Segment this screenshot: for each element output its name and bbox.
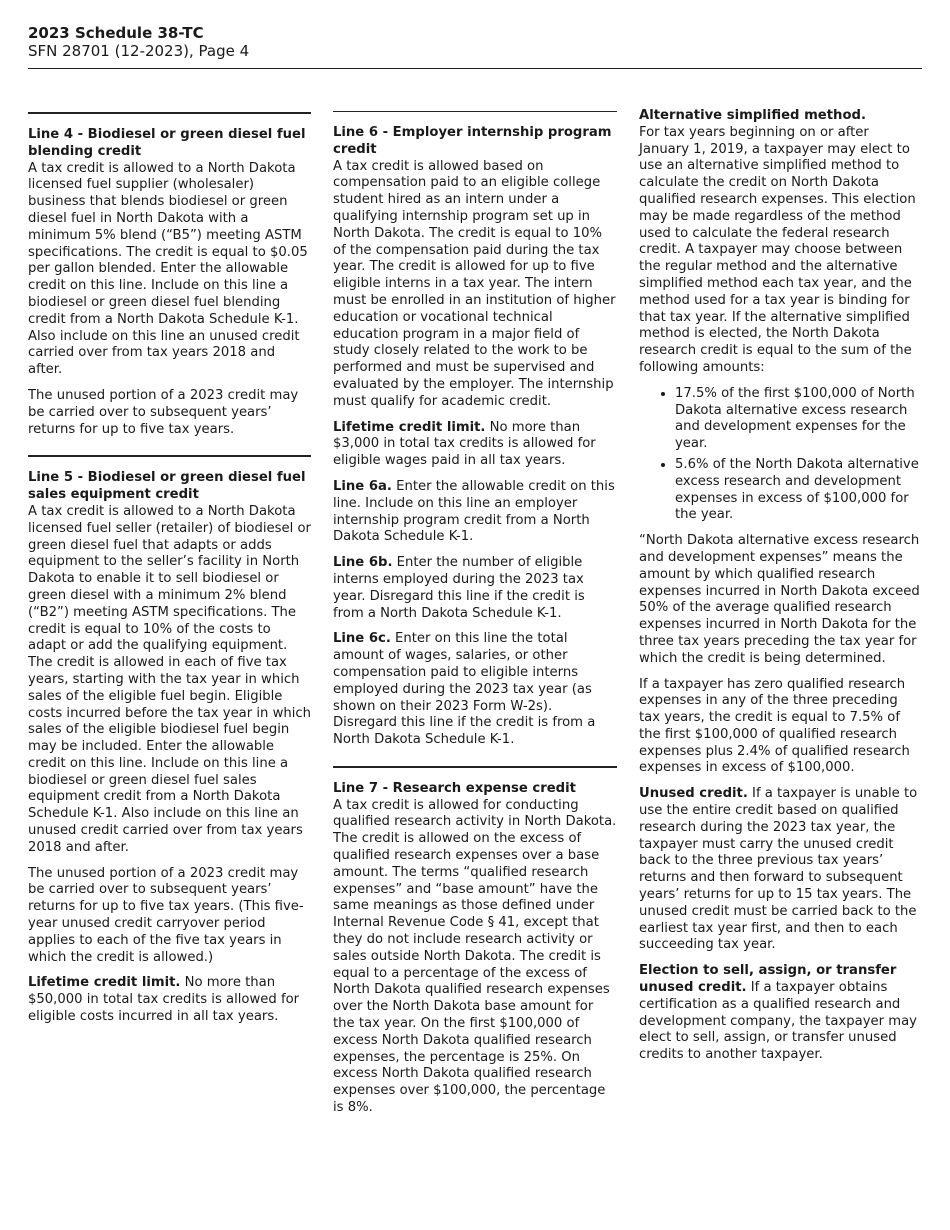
line6-section [333, 125, 617, 411]
section-divider [28, 112, 311, 114]
line4-section [28, 127, 311, 379]
lifetime-limit-label: Lifetime credit limit. [333, 419, 486, 435]
line4-heading: Line 4 - Biodiesel or green diesel fuel blending credit [28, 127, 306, 159]
line6c-desc: Enter on this line the total amount of wages, salaries, or other compensation paid to eligible interns employed during the 2023 tax year (as shown on their 2023 Form W-2s). Disregard this line if the credit is from a North Dakota Schedule K-1. [333, 631, 596, 748]
lifetime-limit-label: Lifetime credit limit. [28, 975, 181, 991]
line6b-desc: Enter the number of eligible interns employed during the 2023 tax year. Disregard this line if the credit is from a North Dakota Schedule K-1. [333, 555, 585, 621]
header-divider [28, 68, 922, 69]
line7-heading: Line 7 - Research expense credit [333, 780, 576, 796]
column-1 [28, 100, 311, 1035]
asm-bullet-list [639, 386, 923, 524]
section-divider [333, 111, 617, 112]
line6-heading: Line 6 - Employer internship program credit [333, 125, 612, 157]
line7-text: A tax credit is allowed for conducting qualified research activity in North Dakota. The credit is allowed on the excess of qualified research expenses over a base amount. The terms “qualified research expenses” and “base amount” have the same meanings as those defined under Internal Revenue Code § 41, except that they do not include research activity or sales outside North Dakota. The credit is equal to a percentage of the excess of North Dakota qualified research expenses over the North Dakota base amount for the tax year. On the first $100,000 of excess North Dakota qualified research expenses, the percentage is 25%. On excess North Dakota qualified research expenses over $100,000, the percentage is 8%. [333, 797, 617, 1116]
line6b-text [333, 555, 617, 622]
lifetime-limit-text: No more than $50,000 in total tax credits is allowed for eligible costs incurred in all tax years. [28, 975, 300, 1025]
zero-expenses-text: If a taxpayer has zero qualified research expenses in any of the three preceding tax years, the credit is equal to 7.5% of the first $100,000 of qualified research expenses plus 2.4% of qualified research expenses in excess of $100,000. [639, 676, 910, 776]
asm-text: For tax years beginning on or after January 1, 2019, a taxpayer may elect to use an alternative simplified method to calculate the credit on North Dakota qualified research expenses. This election may be made regardless of the method used to calculate the federal research credit. A taxpayer may choose between the regular method and the alternative simplified method each tax year, and the method used for a tax year is binding for that tax year. If the alternative simplified method is elected, the North Dakota research credit is equal to the sum of the following amounts: [639, 124, 916, 375]
form-title: 2023 Schedule 38-TC [28, 24, 204, 42]
list-item: • 17.5% of the first $100,000 of North Dakota alternative excess research and development expenses for the year. [675, 386, 923, 453]
line6a-text [333, 479, 617, 546]
line6c-label: Line 6c. [333, 631, 391, 647]
unused-credit-text [639, 786, 923, 954]
line6c-text [333, 631, 617, 749]
line6b-label: Line 6b. [333, 555, 393, 571]
asm-section [639, 108, 923, 377]
line6a-desc: Enter the allowable credit on this line. Include on this line an employer internship program credit from a North Dakota Schedule K-1. [333, 478, 615, 545]
asm-heading: Alternative simplified method. [639, 108, 866, 123]
line5-section [28, 470, 311, 856]
lifetime-limit-text: No more than $3,000 in total tax credits is allowed for eligible wages paid in all tax years. [333, 419, 596, 469]
line5-carryover-text: The unused portion of a 2023 credit may be carried over to subsequent years’ returns for up to five tax years. (This five-year unused credit carryover period applies to each of the five tax years in which the credit is allowed.) [28, 865, 304, 965]
section-divider [333, 766, 617, 768]
election-desc: If a taxpayer obtains certification as a qualified research and development company, the taxpayer may elect to sell, assign, or transfer unused credits to another taxpayer. [639, 980, 917, 1063]
form-subtitle: SFN 28701 (12-2023), Page 4 [28, 42, 250, 60]
line6a-label: Line 6a. [333, 478, 392, 494]
unused-credit-desc: If a taxpayer is unable to use the entire credit based on qualified research during the 2023 tax year, the taxpayer must carry the unused credit back to the three previous tax years’ returns and then forward to subsequent years’ returns for up to 15 tax years. The unused credit must be carried back to the earliest tax year first, and then to each succeeding tax year. [639, 786, 918, 953]
line5-lifetime-limit [28, 975, 311, 1025]
line4-carryover-text: The unused portion of a 2023 credit may be carried over to subsequent years’ returns for up to five tax years. [28, 387, 299, 437]
line6-lifetime-limit [333, 420, 617, 470]
alt-excess-definition: “North Dakota alternative excess research and development expenses” means the amount by which qualified research expenses incurred in North Dakota exceed 50% of the average qualified research expenses incurred in North Dakota for the three tax years preceding the tax year for which the credit is being determined. [639, 533, 920, 666]
page-header [28, 24, 922, 60]
line5-text: A tax credit is allowed to a North Dakota licensed fuel seller (retailer) of biodiesel or green diesel fuel that adapts or adds equipment to the seller’s facility in North Dakota to enable it to sell biodiesel or green diesel with a minimum 2% blend (“B2”) meeting ASTM specifications. The credit is equal to 10% of the costs to adapt or add the qualifying equipment. The credit is allowed in each of five tax years, starting with the tax year in which sales of the eligible fuel begin. Eligible costs incurred before the tax year in which sales of the eligible biodiesel fuel begin may be included. Enter the allowable credit on this line. Include on this line a biodiesel or green diesel fuel sales equipment credit from a North Dakota Schedule K-1. Also include on this line an unused credit carried over from tax years 2018 and after. [28, 503, 312, 855]
line6-text: A tax credit is allowed based on compensation paid to an eligible college student hired as an intern under a qualifying internship program set up in North Dakota. The credit is equal to 10% of the compensation paid during the tax year. The credit is allowed for up to five eligible interns in a tax year. The intern must be enrolled in an institution of higher education or vocational technical education program in a major field of study closely related to the work to be performed and must be supervised and evaluated by the employer. The internship must qualify for academic credit. [333, 158, 616, 409]
line4-text: A tax credit is allowed to a North Dakota licensed fuel supplier (wholesaler) business that blends biodiesel or green diesel fuel in North Dakota with a minimum 5% blend (“B5”) meeting ASTM specifications. The credit is equal to $0.05 per gallon blended. Enter the allowable credit on this line. Include on this line a biodiesel or green diesel fuel blending credit from a North Dakota Schedule K-1. Also include on this line an unused credit carried over from tax years 2018 and after. [28, 160, 308, 378]
election-label: Election to sell, assign, or transfer unused credit. [639, 963, 897, 996]
list-item: • 5.6% of the North Dakota alternative excess research and development expenses in excess of $100,000 for the year. [675, 457, 923, 524]
unused-credit-label: Unused credit. [639, 786, 748, 802]
column-3 [639, 108, 923, 1073]
column-2 [333, 100, 617, 1126]
election-text [639, 963, 923, 1064]
section-divider [28, 455, 311, 457]
line5-heading: Line 5 - Biodiesel or green diesel fuel sales equipment credit [28, 470, 306, 503]
line7-section [333, 781, 617, 1117]
